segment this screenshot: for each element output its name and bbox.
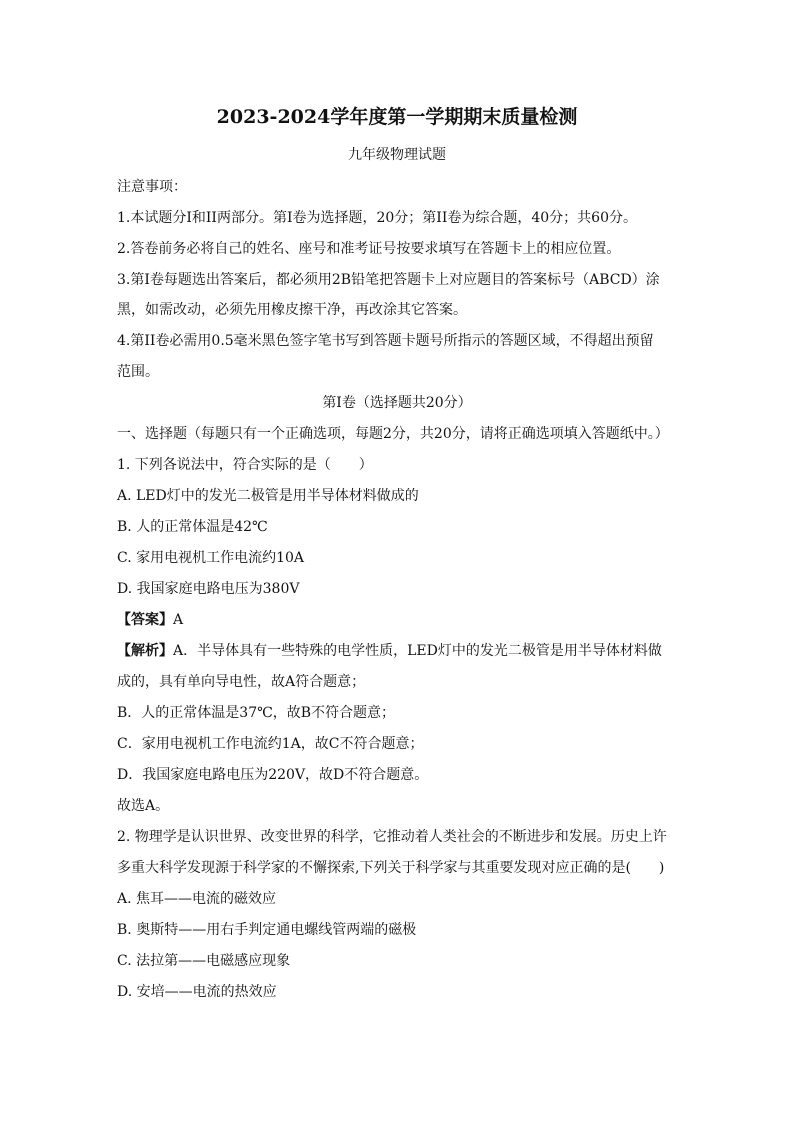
q1-conclusion: 故选A。 [117, 798, 170, 814]
notice-item-4-line-2: 范围。 [117, 364, 159, 380]
q2-option-b: B. 奥斯特——用右手判定通电螺线管两端的磁极 [117, 922, 417, 938]
exam-title: 2023-2024学年度第一学期期末质量检测 [216, 106, 578, 128]
notice-item-2: 2.答卷前务必将自己的姓名、座号和准考证号按要求填写在答题卡上的相应位置。 [117, 241, 621, 257]
q1-analysis-line-1 [117, 641, 662, 661]
q1-option-b: B. 人的正常体温是42℃ [117, 519, 268, 535]
analysis-text: A．半导体具有一些特殊的电学性质，LED灯中的发光二极管是用半导体材料做 [173, 643, 662, 659]
exam-subtitle: 九年级物理试题 [348, 147, 446, 163]
q1-option-c: C. 家用电视机工作电流约10A [117, 550, 305, 566]
q1-analysis-line-3: B．人的正常体温是37℃，故B不符合题意； [117, 705, 396, 721]
notice-item-1: 1.本试题分I和II两部分。第I卷为选择题，20分；第II卷为综合题，40分；共60分。 [117, 210, 637, 226]
notice-item-4-line-1: 4.第II卷必需用0.5毫米黑色签字笔书写到答题卡题号所指示的答题区域，不得超出预留 [117, 333, 654, 349]
q2-option-a: A. 焦耳——电流的磁效应 [117, 891, 277, 907]
q2-option-d: D. 安培——电流的热效应 [117, 984, 277, 1000]
q1-analysis-line-2: 成的，具有单向导电性，故A符合题意； [117, 674, 366, 690]
notice-heading: 注意事项： [117, 179, 187, 195]
q2-option-c: C. 法拉第——电磁感应现象 [117, 953, 291, 969]
q1-option-a: A. LED灯中的发光二极管是用半导体材料做成的 [117, 488, 419, 504]
notice-item-3-line-2: 黑，如需改动，必须先用橡皮擦干净，再改涂其它答案。 [117, 302, 467, 318]
q1-analysis-line-4: C．家用电视机工作电流约1A，故C不符合题意； [117, 736, 424, 752]
q1-answer [117, 610, 183, 630]
analysis-label: 【解析】 [117, 643, 173, 659]
part-heading: 一、选择题（每题只有一个正确选项，每题2分，共20分，请将正确选项填入答题纸中。） [117, 426, 669, 442]
q2-stem-line-2: 多重大科学发现源于科学家的不懈探索,下列关于科学家与其重要发现对应正确的是( ) [117, 860, 665, 876]
q1-analysis-line-5: D．我国家庭电路电压为220V，故D不符合题意。 [117, 767, 429, 783]
notice-item-3-line-1: 3.第I卷每题选出答案后，都必须用2B铅笔把答题卡上对应题目的答案标号（ABCD）涂 [117, 272, 660, 288]
section-title: 第I卷（选择题共20分） [322, 395, 472, 411]
answer-value: A [173, 612, 184, 628]
q1-option-d: D. 我国家庭电路电压为380V [117, 581, 300, 597]
q1-stem: 1. 下列各说法中，符合实际的是（ ） [117, 457, 373, 473]
q2-stem-line-1: 2. 物理学是认识世界、改变世界的科学，它推动着人类社会的不断进步和发展。历史上许 [117, 829, 667, 845]
answer-label: 【答案】 [117, 612, 173, 628]
